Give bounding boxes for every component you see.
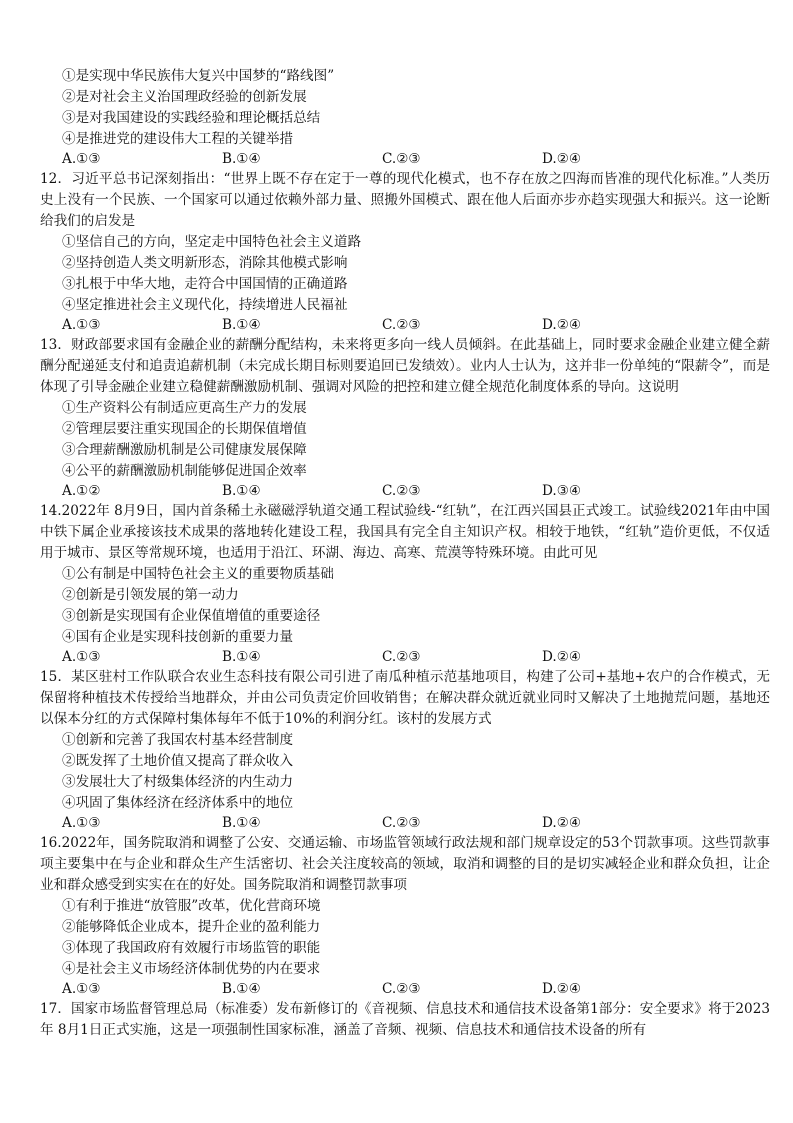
- choice-b: B.①④: [222, 815, 261, 831]
- question-stem: 17．国家市场监督管理总局（标准委）发布新修订的《音视频、信息技术和通信技术设备第1部分：安全要求》将于2023年 8月1日正式实施，这是一项强制性国家标准，涵盖了音频、视频、信息技术和通信技术设备的所有: [40, 1001, 770, 1038]
- answer-choices: [40, 482, 770, 501]
- option-3: ③创新是实现国有企业保值增值的重要途径: [62, 608, 321, 624]
- questions-container: [40, 66, 770, 1041]
- option-1: ①坚信自己的方向，坚定走中国特色社会主义道路: [62, 234, 362, 250]
- option-1: ①创新和完善了我国农村基本经营制度: [62, 732, 294, 748]
- choice-a: A.①③: [62, 317, 101, 333]
- choice-a: A.①③: [62, 151, 101, 167]
- question-12: [40, 169, 770, 335]
- option-2: ②是对社会主义治国理政经验的创新发展: [62, 89, 307, 105]
- choice-b: B.①④: [222, 317, 261, 333]
- option-3: ③体现了我国政府有效履行市场监管的职能: [62, 940, 321, 956]
- question-11-continued: [40, 66, 770, 169]
- question-16: [40, 833, 770, 999]
- choice-c: C.②③: [382, 483, 421, 499]
- question-stem: 14.2022年 8月9日，国内首条稀土永磁磁浮轨道交通工程试验线-“红轨”，在江西兴国县正式竣工。试验线2021年由中国中铁下属企业承接该技术成果的落地转化建设工程，我国具有完全自主知识产权。相较于地铁，“红轨”造价更低，不仅适用于城市、景区等常规环境，也适用于沿江、环湖、海边、高寒、荒漠等特殊环境。由此可见: [40, 503, 770, 561]
- answer-choices: [40, 980, 770, 999]
- option-4: ④坚定推进社会主义现代化，持续增进人民福祉: [62, 297, 348, 313]
- choice-b: B.①④: [222, 483, 261, 499]
- choice-c: C.②③: [382, 815, 421, 831]
- question-13: [40, 335, 770, 501]
- option-4: ④国有企业是实现科技创新的重要力量: [62, 629, 294, 645]
- option-2: ②既发挥了土地价值又提高了群众收入: [62, 753, 294, 769]
- answer-choices: [40, 316, 770, 335]
- question-stem: 15．某区驻村工作队联合农业生态科技有限公司引进了南瓜种植示范基地项目，构建了公司+基地+农户的合作模式，无保留将种植技术传授给当地群众，并由公司负责定价回收销售；在解决群众就近就业同时又解决了土地抛荒问题，基地还以保本分红的方式保障村集体每年不低于10%的利润分红。该村的发展方式: [40, 669, 770, 727]
- option-3: ③扎根于中华大地，走符合中国国情的正确道路: [62, 276, 348, 292]
- question-stem: 16.2022年，国务院取消和调整了公安、交通运输、市场监管领域行政法规和部门规章设定的53个罚款事项。这些罚款事项主要集中在与企业和群众生产生活密切、社会关注度较高的领域，取消和调整的目的是切实减轻企业和群众负担，让企业和群众感受到实实在在的好处。国务院取消和调整罚款事项: [40, 835, 770, 893]
- question-17: [40, 999, 770, 1041]
- answer-choices: [40, 150, 770, 169]
- choice-a: A.①③: [62, 981, 101, 997]
- choice-a: A.①③: [62, 649, 101, 665]
- choice-d: D.②④: [542, 317, 582, 333]
- choice-d: D.②④: [542, 981, 582, 997]
- question-stem: 12．习近平总书记深刻指出：“世界上既不存在定于一尊的现代化模式，也不存在放之四海而皆准的现代化标准。”人类历史上没有一个民族、一个国家可以通过依赖外部力量、照搬外国模式、跟在他人后面亦步亦趋实现强大和振兴。这一论断给我们的启发是: [40, 171, 770, 229]
- question-15: [40, 667, 770, 833]
- option-1: ①公有制是中国特色社会主义的重要物质基础: [62, 566, 334, 582]
- question-14: [40, 501, 770, 667]
- option-1: ①是实现中华民族伟大复兴中国梦的“路线图”: [62, 68, 335, 84]
- choice-c: C.②③: [382, 151, 421, 167]
- option-3: ③发展壮大了村级集体经济的内生动力: [62, 774, 294, 790]
- choice-b: B.①④: [222, 649, 261, 665]
- choice-d: D.②④: [542, 649, 582, 665]
- option-4: ④是社会主义市场经济体制优势的内在要求: [62, 961, 321, 977]
- choice-d: D.②④: [542, 815, 582, 831]
- option-1: ①有利于推进“放管服”改革，优化营商环境: [62, 898, 321, 914]
- option-4: ④公平的薪酬激励机制能够促进国企效率: [62, 463, 307, 479]
- choice-c: C.②③: [382, 649, 421, 665]
- choice-a: A.①③: [62, 815, 101, 831]
- choice-a: A.①②: [62, 483, 101, 499]
- option-3: ③是对我国建设的实践经验和理论概括总结: [62, 110, 321, 126]
- choice-d: D.③④: [542, 483, 582, 499]
- option-2: ②管理层要注重实现国企的长期保值增值: [62, 421, 307, 437]
- option-4: ④巩固了集体经济在经济体系中的地位: [62, 795, 294, 811]
- answer-choices: [40, 648, 770, 667]
- choice-b: B.①④: [222, 981, 261, 997]
- answer-choices: [40, 814, 770, 833]
- option-1: ①生产资料公有制适应更高生产力的发展: [62, 400, 307, 416]
- option-2: ②能够降低企业成本，提升企业的盈利能力: [62, 919, 321, 935]
- choice-d: D.②④: [542, 151, 582, 167]
- option-2: ②坚持创造人类文明新形态，消除其他模式影响: [62, 255, 348, 271]
- choice-b: B.①④: [222, 151, 261, 167]
- question-stem: 13．财政部要求国有金融企业的薪酬分配结构，未来将更多向一线人员倾斜。在此基础上，同时要求金融企业建立健全薪酬分配递延支付和追责追薪机制（未完成长期目标则要追回已发绩效）。业内人士认为，这并非一份单纯的“限薪令”，而是体现了引导金融企业建立稳健薪酬激励机制、强调对风险的把控和建立健全规范化制度体系的导向。这说明: [40, 337, 770, 395]
- option-4: ④是推进党的建设伟大工程的关键举措: [62, 131, 294, 147]
- choice-c: C.②③: [382, 981, 421, 997]
- choice-c: C.②③: [382, 317, 421, 333]
- option-3: ③合理薪酬激励机制是公司健康发展保障: [62, 442, 307, 458]
- option-2: ②创新是引领发展的第一动力: [62, 587, 239, 603]
